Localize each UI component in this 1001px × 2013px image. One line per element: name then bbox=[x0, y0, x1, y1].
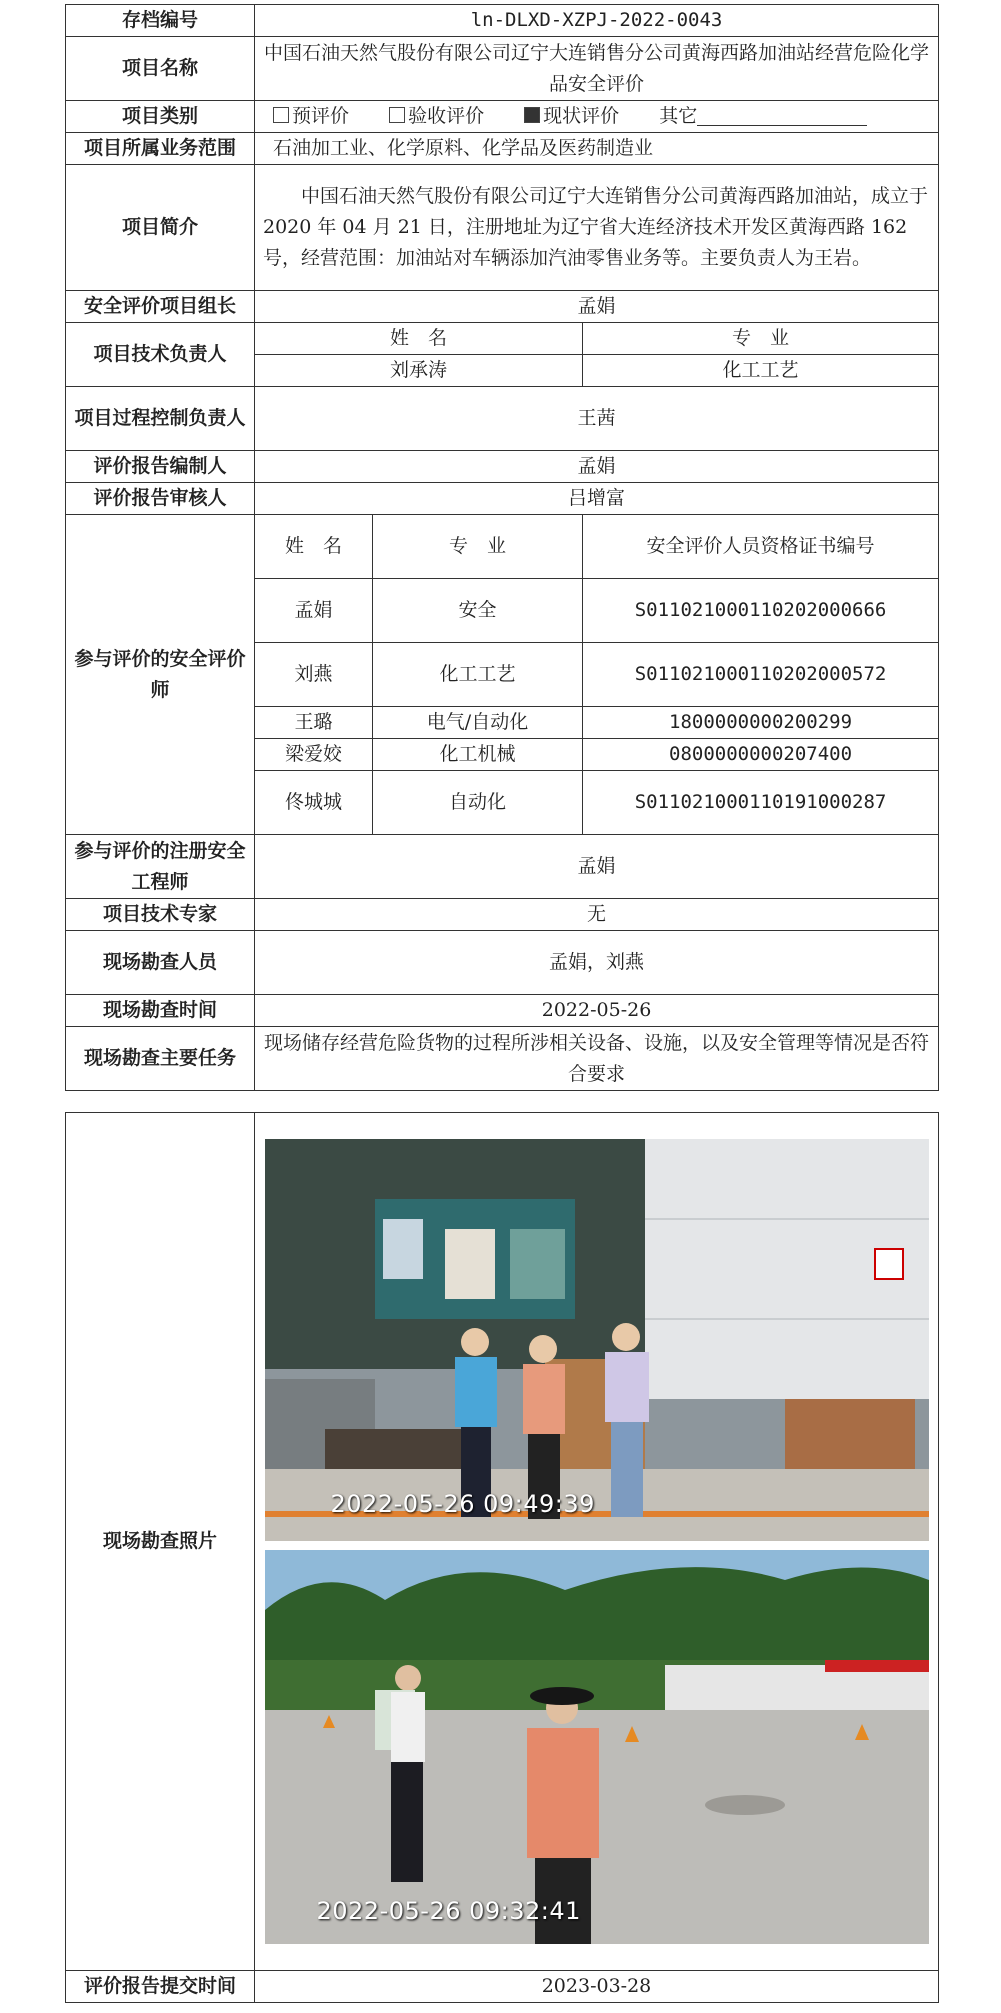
evaluator-major: 化工工艺 bbox=[373, 643, 583, 707]
evaluator-name: 佟城城 bbox=[255, 771, 373, 835]
forecourt-inspection-image bbox=[265, 1550, 929, 1944]
survey-staff-value: 孟娟，刘燕 bbox=[255, 931, 939, 995]
intro-label: 项目简介 bbox=[66, 165, 255, 291]
other-underline bbox=[697, 105, 867, 126]
evaluator-header-cert: 安全评价人员资格证书编号 bbox=[583, 515, 939, 579]
reviewer-label: 评价报告审核人 bbox=[66, 483, 255, 515]
option-other: 其它 bbox=[659, 105, 867, 127]
checkbox-icon bbox=[389, 107, 405, 123]
process-ctrl-value: 王茜 bbox=[255, 387, 939, 451]
site-photo-2 bbox=[265, 1550, 929, 1944]
tech-expert-value: 无 bbox=[255, 899, 939, 931]
option-status-eval: 现状评价 bbox=[524, 105, 619, 127]
evaluator-header-name: 姓 名 bbox=[255, 515, 373, 579]
intro-value: 中国石油天然气股份有限公司辽宁大连销售分公司黄海西路加油站，成立于 2020 年 04 月 21 日，注册地址为辽宁省大连经济技术开发区黄海西路 162 号，经营范围：加油站对车辆添加汽油零售业务等。主要负责人为王岩。 bbox=[255, 165, 939, 291]
archive-no-value: ln-DLXD-XZPJ-2022-0043 bbox=[255, 5, 939, 37]
site-photo-1 bbox=[265, 1139, 929, 1541]
evaluator-cert: S011021000110191000287 bbox=[583, 771, 939, 835]
tech-expert-label: 项目技术专家 bbox=[66, 899, 255, 931]
info-table bbox=[65, 4, 939, 1091]
evaluator-name: 梁爱姣 bbox=[255, 739, 373, 771]
evaluator-major: 化工机械 bbox=[373, 739, 583, 771]
evaluator-name: 刘燕 bbox=[255, 643, 373, 707]
evaluators-label: 参与评价的安全评价师 bbox=[66, 515, 255, 835]
evaluator-cert: S011021000110202000666 bbox=[583, 579, 939, 643]
checkbox-icon bbox=[273, 107, 289, 123]
evaluator-cert: 0800000000207400 bbox=[583, 739, 939, 771]
survey-time-value: 2022-05-26 bbox=[255, 995, 939, 1027]
project-type-label: 项目类别 bbox=[66, 101, 255, 133]
option-acceptance-eval: 验收评价 bbox=[389, 105, 484, 127]
business-scope-value: 石油加工业、化学原料、化学品及医药制造业 bbox=[255, 133, 939, 165]
evaluator-header-major: 专 业 bbox=[373, 515, 583, 579]
submit-time-label: 评价报告提交时间 bbox=[66, 1971, 255, 2003]
tech-lead-name-header: 姓 名 bbox=[255, 323, 583, 355]
survey-staff-label: 现场勘查人员 bbox=[66, 931, 255, 995]
project-type-options bbox=[255, 101, 939, 133]
evaluator-cert: S011021000110202000572 bbox=[583, 643, 939, 707]
submit-time-value: 2023-03-28 bbox=[255, 1971, 939, 2003]
compiler-label: 评价报告编制人 bbox=[66, 451, 255, 483]
evaluator-major: 安全 bbox=[373, 579, 583, 643]
photo-timestamp: 2022-05-26 09:32:41 bbox=[316, 1897, 581, 1925]
survey-task-label: 现场勘查主要任务 bbox=[66, 1027, 255, 1091]
tech-lead-name: 刘承涛 bbox=[255, 355, 583, 387]
survey-time-label: 现场勘查时间 bbox=[66, 995, 255, 1027]
evaluator-name: 王璐 bbox=[255, 707, 373, 739]
process-ctrl-label: 项目过程控制负责人 bbox=[66, 387, 255, 451]
team-leader-value: 孟娟 bbox=[255, 291, 939, 323]
tech-lead-major-header: 专 业 bbox=[583, 323, 939, 355]
photo-timestamp: 2022-05-26 09:49:39 bbox=[330, 1490, 595, 1518]
team-leader-label: 安全评价项目组长 bbox=[66, 291, 255, 323]
registered-engineer-value: 孟娟 bbox=[255, 835, 939, 899]
tech-lead-label: 项目技术负责人 bbox=[66, 323, 255, 387]
checked-checkbox-icon bbox=[524, 107, 540, 123]
archive-no-label: 存档编号 bbox=[66, 5, 255, 37]
gas-station-storefront-image bbox=[265, 1139, 929, 1541]
photos-label: 现场勘查照片 bbox=[66, 1113, 255, 1971]
survey-task-value: 现场储存经营危险货物的过程所涉相关设备、设施，以及安全管理等情况是否符合要求 bbox=[255, 1027, 939, 1091]
business-scope-label: 项目所属业务范围 bbox=[66, 133, 255, 165]
evaluator-major: 自动化 bbox=[373, 771, 583, 835]
evaluator-name: 孟娟 bbox=[255, 579, 373, 643]
project-name-label: 项目名称 bbox=[66, 37, 255, 101]
evaluator-cert: 1800000000200299 bbox=[583, 707, 939, 739]
tech-lead-major: 化工工艺 bbox=[583, 355, 939, 387]
evaluator-major: 电气/自动化 bbox=[373, 707, 583, 739]
option-pre-eval: 预评价 bbox=[273, 105, 349, 127]
compiler-value: 孟娟 bbox=[255, 451, 939, 483]
reviewer-value: 吕增富 bbox=[255, 483, 939, 515]
registered-engineer-label: 参与评价的注册安全工程师 bbox=[66, 835, 255, 899]
project-name-value: 中国石油天然气股份有限公司辽宁大连销售分公司黄海西路加油站经营危险化学品安全评价 bbox=[255, 37, 939, 101]
photo-table bbox=[65, 1112, 939, 2003]
